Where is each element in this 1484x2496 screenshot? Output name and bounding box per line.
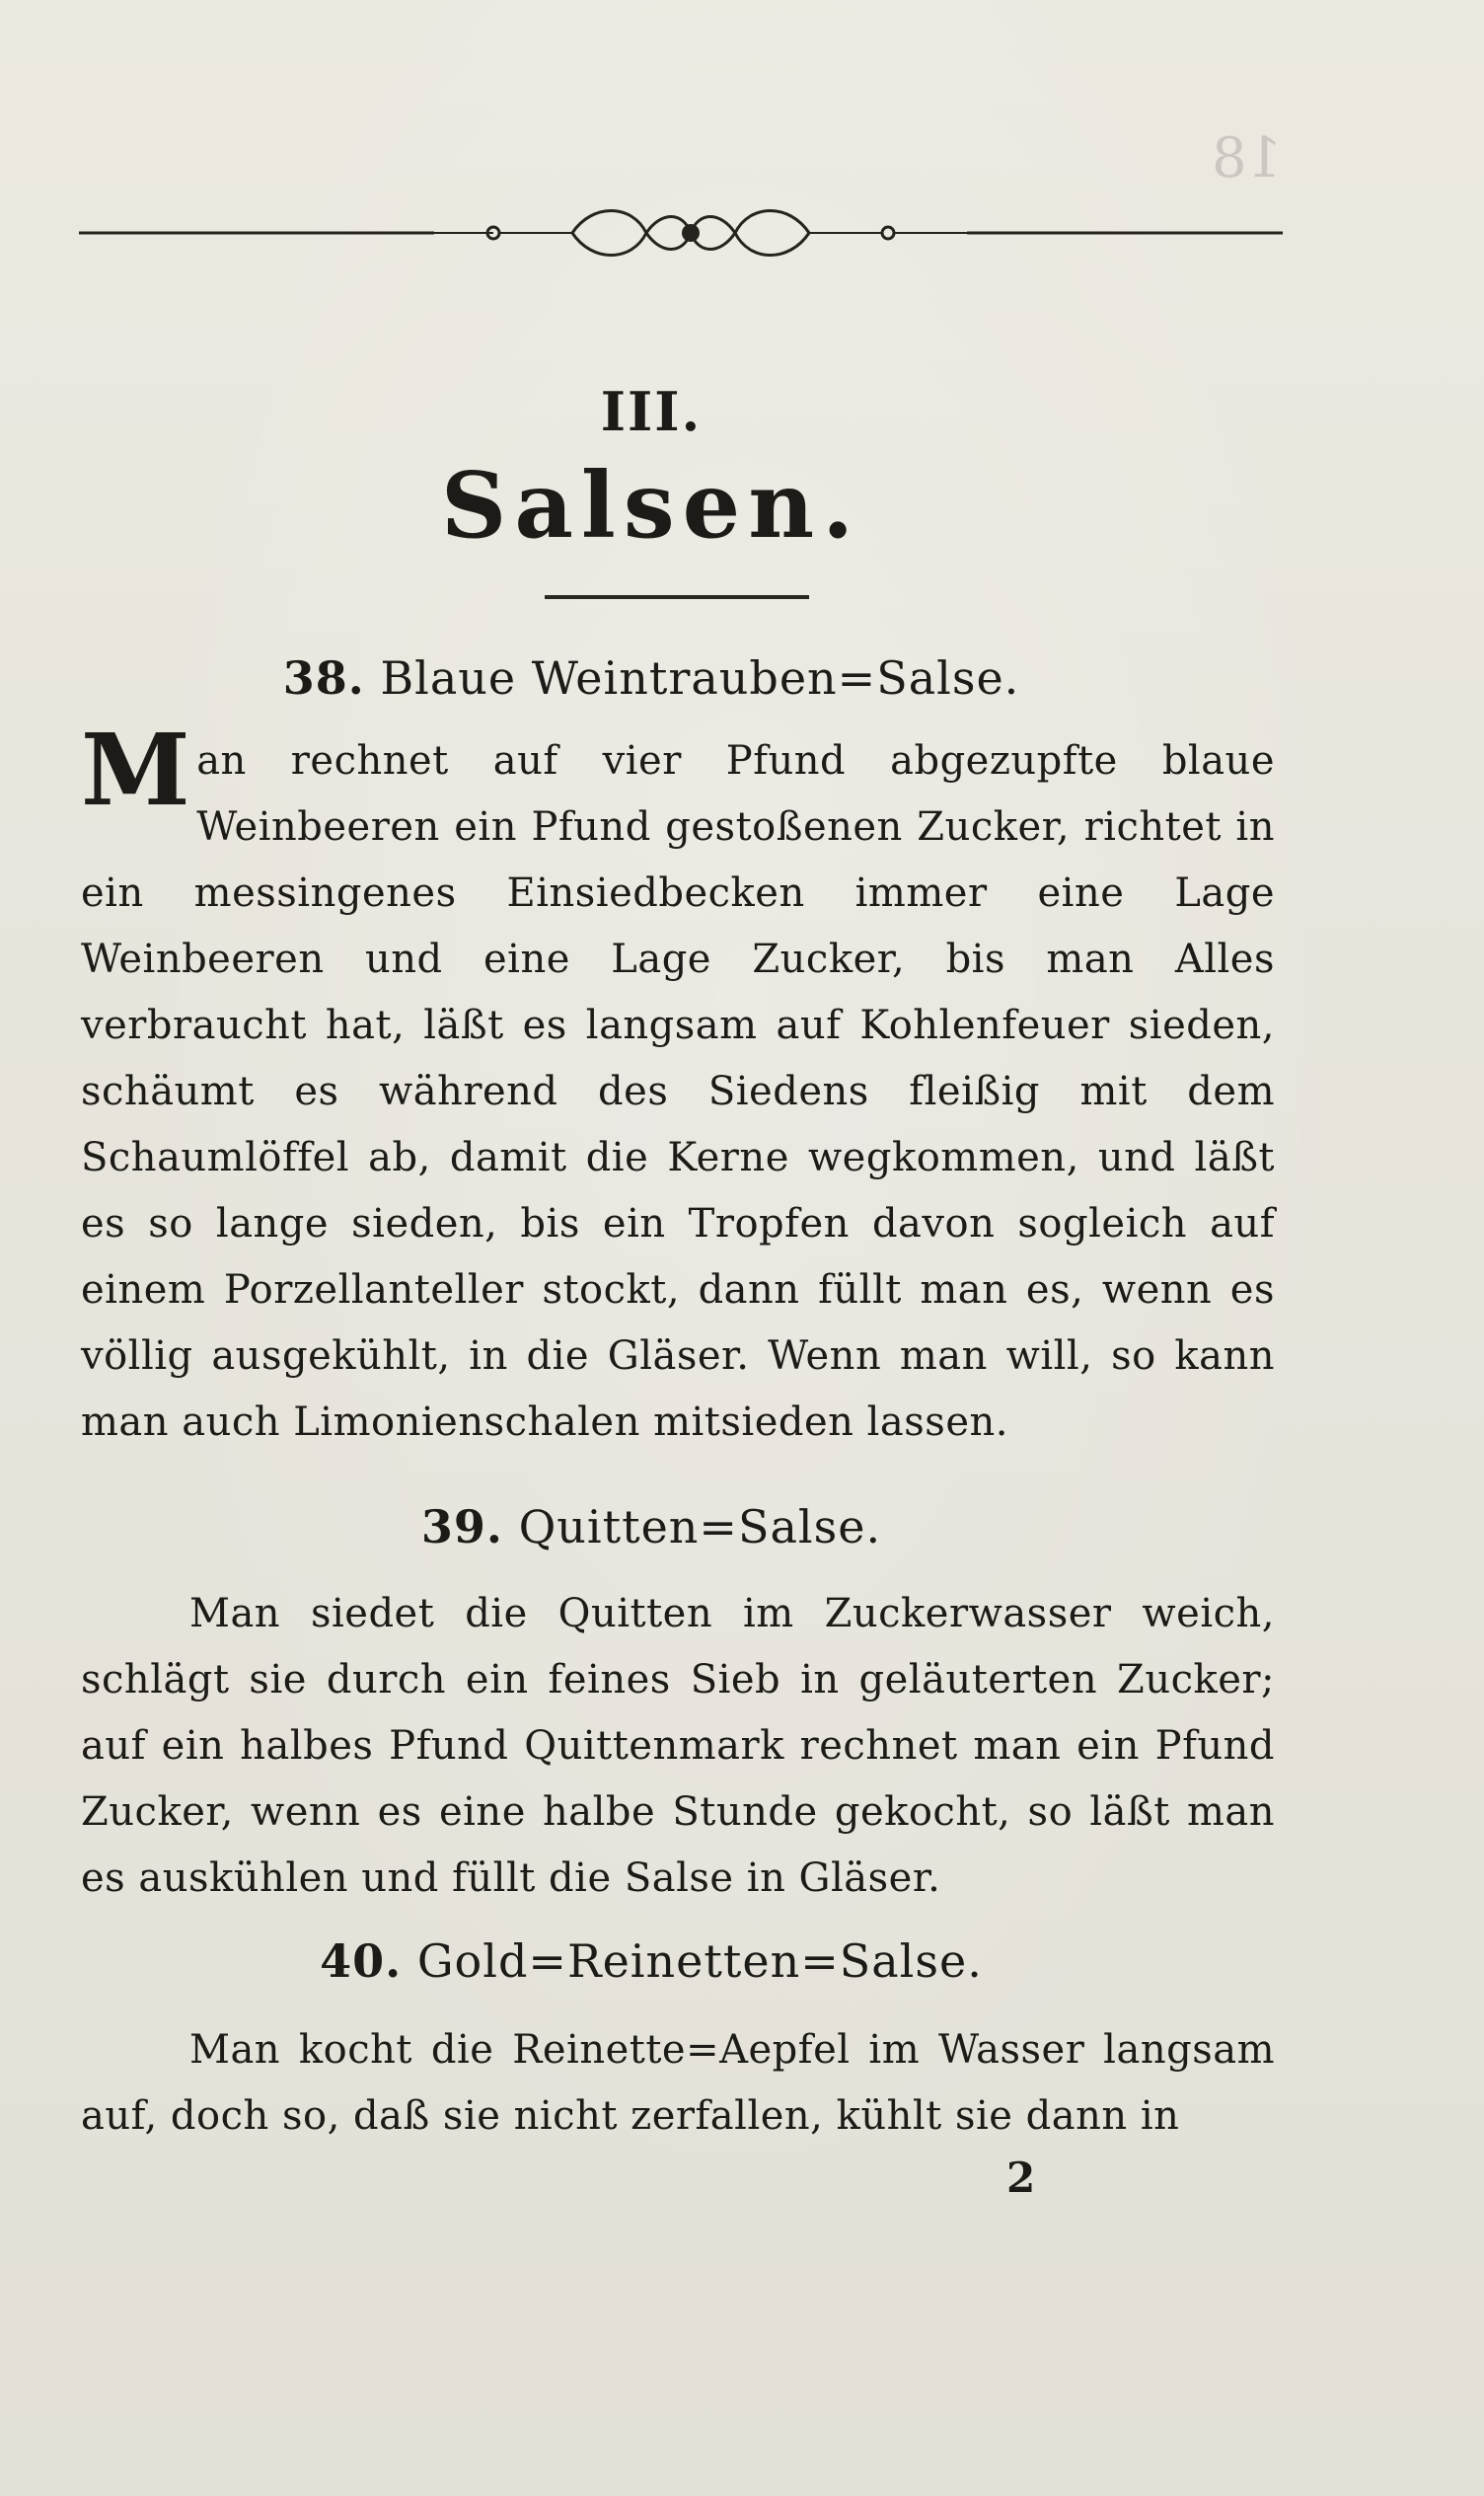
chapter-number: III. — [600, 380, 703, 443]
bleed-through-page-number: 18 — [1212, 126, 1283, 190]
paragraph-text: an rechnet auf vier Pfund abgezupfte blaue Weinbeeren ein Pfund gestoßenen Zucker, richtet in ein messingenes Einsiedbecken immer eine Lage Weinbeeren und eine Lage Zucker, bis man Alles verbraucht hat, läßt es langsam auf Kohlenfeuer sieden, schäumt es während des Siedens fleißig mit dem Schaumlöffel ab, damit die Kerne wegkommen, und läßt es so lange sieden, bis ein Tropfen davon sogleich auf einem Porzellanteller stockt, dann füllt man es, wenn es völlig ausgekühlt, in die Gläser. Wenn man will, so kann man auch Limonienschalen mitsieden lassen. — [81, 738, 1275, 1445]
section-heading-39 — [0, 1500, 1302, 1553]
section-heading-40 — [0, 1934, 1302, 1988]
section-number: 39. — [420, 1500, 503, 1553]
section-paragraph-38 — [81, 712, 1275, 1456]
drop-cap: M — [81, 712, 191, 828]
section-number: 38. — [282, 651, 365, 705]
decorative-rule-ornament — [79, 193, 1283, 272]
section-heading-38 — [0, 651, 1302, 705]
section-number: 40. — [320, 1934, 403, 1988]
paragraph-text: Man kocht die Reinette=Aepfel im Wasser langsam auf, doch so, daß sie nicht zerfallen, kühlt sie dann in — [81, 2027, 1275, 2139]
title-underline — [545, 595, 809, 599]
section-title: Gold=Reinetten=Salse. — [416, 1934, 983, 1988]
section-paragraph-40 — [81, 2017, 1275, 2150]
chapter-title: Salsen. — [440, 452, 862, 559]
section-paragraph-39 — [81, 1581, 1275, 1912]
section-title: Quitten=Salse. — [518, 1500, 882, 1553]
paragraph-text: Man siedet die Quitten im Zuckerwasser weich, schlägt sie durch ein feines Sieb in geläuterten Zucker; auf ein halbes Pfund Quittenmark rechnet man ein Pfund Zucker, wenn es eine halbe Stunde gekocht, so läßt man es auskühlen und füllt die Salse in Gläser. — [81, 1591, 1275, 1901]
page-number: 2 — [1006, 2154, 1036, 2202]
section-title: Blaue Weintrauben=Salse. — [380, 651, 1020, 705]
